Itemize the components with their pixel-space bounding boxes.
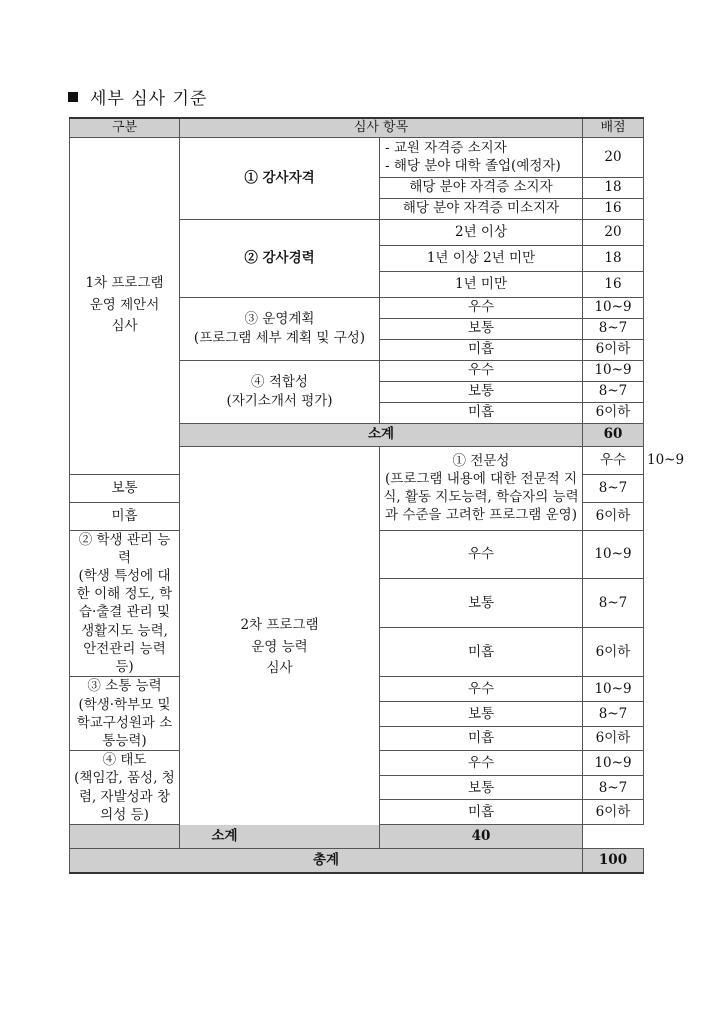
s1-item3-r1: 우수	[380, 297, 583, 318]
s1-item2-r1: 2년 이상	[380, 219, 583, 245]
total-value: 100	[583, 849, 644, 873]
s1-item1-r3-score: 16	[583, 198, 644, 219]
s1-item4-cell	[180, 360, 380, 423]
subtotal-row	[70, 825, 644, 849]
s2-item4-title: ④ 태도	[102, 752, 147, 769]
header-item: 심사 항목	[180, 118, 583, 137]
s1-item4-title: ④ 적합성	[251, 374, 308, 391]
s2-item1-title: ① 전문성	[452, 452, 510, 469]
s1-item4-r1-score: 10~9	[583, 360, 644, 381]
s2-item3-r3: 미흡	[380, 726, 583, 751]
s2-item4-r1: 우수	[380, 751, 583, 776]
s1-item2-r3: 1년 미만	[380, 271, 583, 297]
s2-item2-title: ② 학생 관리 능력	[78, 531, 171, 566]
s2-item4-sub: (책임감, 품성, 청렴, 자발성과 창의성 등)	[74, 770, 175, 823]
criteria-table	[69, 117, 685, 874]
s2-item4-cell	[70, 751, 180, 825]
s2-subtotal-label: 소계	[70, 825, 380, 849]
s2-item1-r3-score: 6이하	[583, 502, 644, 530]
s1-item2-r2: 1년 이상 2년 미만	[380, 245, 583, 271]
s1-item3-title: ③ 운영계획	[244, 311, 315, 328]
s1-item1-r1: - 교원 자격증 소지자 - 해당 분야 대학 졸업(예정자)	[380, 137, 583, 177]
s1-item2-r1-score: 20	[583, 219, 644, 245]
s2-item2-r2: 보통	[380, 579, 583, 628]
s1-item3-sub: (프로그램 세부 계획 및 구성)	[193, 329, 366, 346]
s2-item2-r2-score: 8~7	[583, 579, 644, 628]
s2-item3-r2-score: 8~7	[583, 701, 644, 726]
s1-item2-r2-score: 18	[583, 245, 644, 271]
s2-item1-cell	[380, 446, 583, 530]
s1-item3-r3: 미흡	[380, 339, 583, 360]
table-row: 2차 프로그램 운영 능력 심사 ① 전문성 (프로그램 내용에 대한 전문적 지식, 활동 지도능력, 학습자의 능력과 수준을 고려한 프로그램 운영) 우수 10~9	[70, 446, 644, 474]
total-row	[70, 849, 644, 873]
s1-item1-r2-score: 18	[583, 177, 644, 198]
s2-item4-r2: 보통	[380, 775, 583, 800]
s1-item4-r2: 보통	[380, 381, 583, 402]
s2-item4-r3-score: 6이하	[583, 800, 644, 825]
s2-item1-r2: 보통	[70, 474, 180, 502]
s1-item1-title: ① 강사자격	[180, 137, 380, 219]
s1-item3-r2-score: 8~7	[583, 318, 644, 339]
heading-text: 세부 심사 기준	[90, 89, 208, 109]
s1-item1-r1-score: 20	[583, 137, 644, 177]
header-row	[70, 118, 644, 137]
s1-item4-r1: 우수	[380, 360, 583, 381]
header-category: 구분	[70, 118, 180, 137]
s2-item2-r3-score: 6이하	[583, 628, 644, 677]
total-label: 총계	[70, 849, 583, 873]
header-score: 배점	[583, 118, 644, 137]
s2-item2-r3: 미흡	[380, 628, 583, 677]
s2-item1-r1: 우수	[583, 446, 644, 474]
s2-item2-sub: (학생 특성에 대한 이해 정도, 학습·출결 관리 및 생활지도 능력, 안전관리 능력 등)	[76, 567, 173, 676]
s2-item1-sub: (프로그램 내용에 대한 전문적 지식, 활동 지도능력, 학습자의 능력과 수준을 고려한 프로그램 운영)	[383, 470, 579, 524]
s1-item4-sub: (자기소개서 평가)	[226, 392, 333, 409]
s2-item3-r1: 우수	[380, 677, 583, 702]
s1-item2-title: ② 강사경력	[180, 219, 380, 297]
s2-item4-r3: 미흡	[380, 800, 583, 825]
s1-item3-r2: 보통	[380, 318, 583, 339]
s2-item1-r3: 미흡	[70, 502, 180, 530]
s1-item4-r2-score: 8~7	[583, 381, 644, 402]
square-bullet-icon	[68, 92, 78, 102]
table-row	[70, 137, 644, 177]
section-heading	[68, 84, 207, 109]
s1-item4-r3: 미흡	[380, 402, 583, 423]
s1-item4-r3-score: 6이하	[583, 402, 644, 423]
s2-item3-r1-score: 10~9	[583, 677, 644, 702]
s1-subtotal-label: 소계	[180, 423, 583, 446]
s2-item4-r2-score: 8~7	[583, 775, 644, 800]
s1-item1-r3: 해당 분야 자격증 미소지자	[380, 198, 583, 219]
section2-label: 2차 프로그램 운영 능력 심사	[180, 446, 380, 849]
section1-label: 1차 프로그램 운영 제안서 심사	[70, 137, 180, 474]
s2-item2-cell	[70, 530, 180, 677]
s1-item3-r3-score: 6이하	[583, 339, 644, 360]
s2-item3-sub: (학생·학부모 및 학교구성원과 소통능력)	[76, 696, 173, 749]
s1-subtotal-value: 60	[583, 423, 644, 446]
s2-item2-r1-score: 10~9	[583, 530, 644, 579]
s2-item3-r3-score: 6이하	[583, 726, 644, 751]
s2-subtotal-value: 40	[380, 825, 583, 849]
s2-item3-title: ③ 소통 능력	[87, 678, 162, 695]
s2-item4-r1-score: 10~9	[583, 751, 644, 776]
s1-item1-r2: 해당 분야 자격증 소지자	[380, 177, 583, 198]
s2-item2-r1: 우수	[380, 530, 583, 579]
s1-item3-r1-score: 10~9	[583, 297, 644, 318]
s2-item1-r2-score: 8~7	[583, 474, 644, 502]
s2-item3-cell	[70, 677, 180, 751]
s1-item3-cell	[180, 297, 380, 360]
s1-item2-r3-score: 16	[583, 271, 644, 297]
s2-item3-r2: 보통	[380, 701, 583, 726]
